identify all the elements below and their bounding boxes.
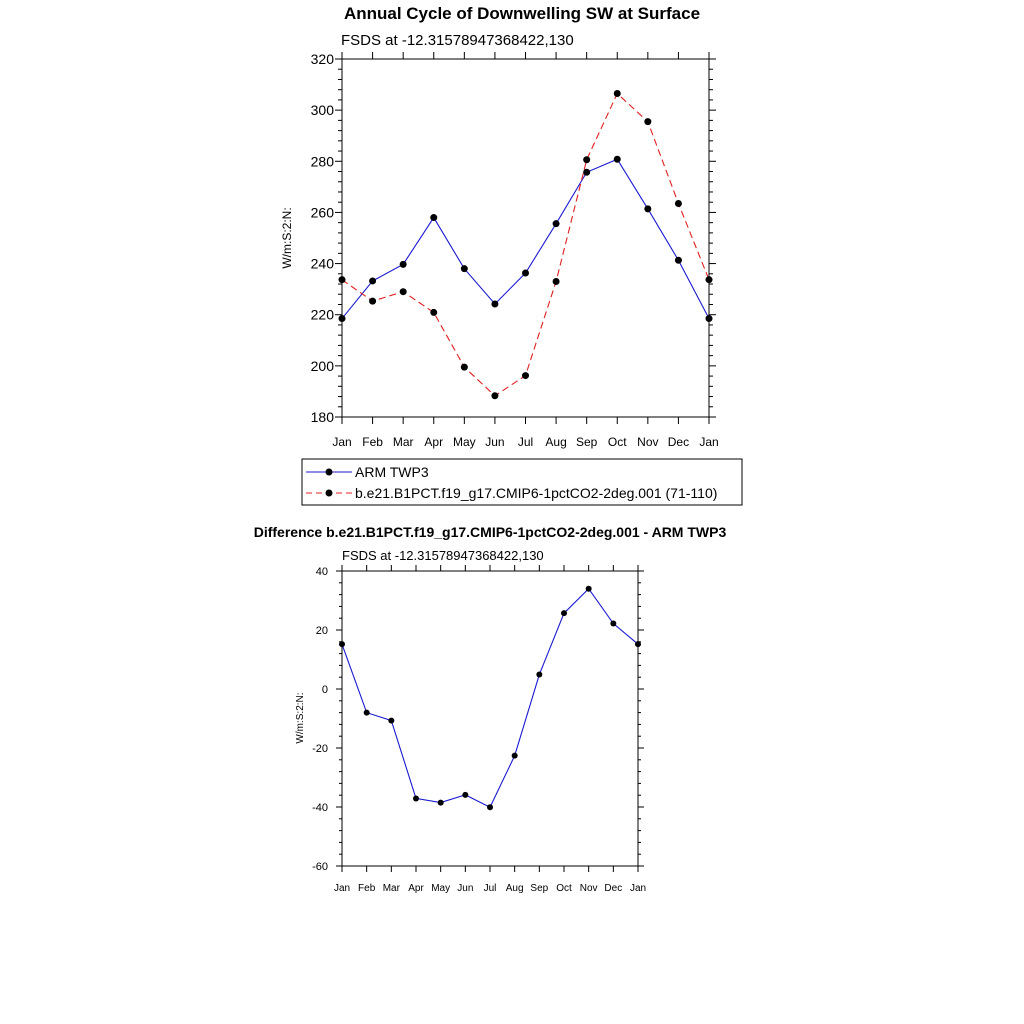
y-tick-label: 220 xyxy=(310,306,334,323)
data-point xyxy=(487,804,493,810)
data-point xyxy=(461,265,468,272)
data-point xyxy=(644,118,651,125)
data-point xyxy=(583,156,590,163)
legend-label-arm: ARM TWP3 xyxy=(355,464,429,480)
x-tick-label: Sep xyxy=(530,883,549,894)
data-point xyxy=(553,278,560,285)
data-point xyxy=(706,315,713,322)
data-point xyxy=(388,718,394,724)
x-tick-label: Jul xyxy=(483,883,497,894)
y-tick-label: 280 xyxy=(310,153,334,170)
data-point xyxy=(675,257,682,264)
x-tick-label: May xyxy=(452,435,476,449)
x-tick-label: Apr xyxy=(408,883,424,894)
y-tick-label: 0 xyxy=(321,684,328,696)
x-tick-label: Oct xyxy=(607,435,627,449)
x-tick-label: Feb xyxy=(362,435,383,449)
legend-marker-model xyxy=(326,490,333,497)
data-point xyxy=(522,270,529,277)
x-tick-label: Jun xyxy=(485,435,505,449)
y-tick-label: 40 xyxy=(315,566,328,578)
data-point xyxy=(675,200,682,207)
annual-cycle-chart xyxy=(280,4,742,505)
diff-y-axis-label: W/m:S:2:N: xyxy=(295,692,306,744)
data-point xyxy=(635,641,641,647)
y-tick-label: 240 xyxy=(310,255,334,272)
data-point xyxy=(413,795,419,801)
data-point xyxy=(438,800,444,806)
x-tick-label: Nov xyxy=(637,435,659,449)
data-point xyxy=(614,90,621,97)
data-point xyxy=(512,753,518,759)
data-point xyxy=(339,315,346,322)
y-tick-label: -60 xyxy=(312,861,328,873)
series-line-0 xyxy=(342,589,638,808)
plot-frame xyxy=(342,59,709,417)
x-tick-label: Dec xyxy=(604,883,623,894)
data-point xyxy=(644,205,651,212)
data-point xyxy=(400,288,407,295)
data-point xyxy=(522,372,529,379)
data-point xyxy=(706,276,713,283)
x-tick-label: Jul xyxy=(517,435,534,449)
data-point xyxy=(462,792,468,798)
data-point xyxy=(400,261,407,268)
data-point xyxy=(430,214,437,221)
x-tick-label: Jan xyxy=(699,435,719,449)
x-tick-label: Apr xyxy=(424,435,444,449)
data-point xyxy=(491,300,498,307)
x-tick-label: Dec xyxy=(667,435,690,449)
x-tick-label: Sep xyxy=(575,435,598,449)
data-point xyxy=(553,220,560,227)
y-tick-label: -40 xyxy=(312,802,328,814)
data-point xyxy=(586,586,592,592)
x-tick-label: Oct xyxy=(556,883,572,894)
y-tick-label: -20 xyxy=(312,743,328,755)
x-tick-label: Mar xyxy=(392,435,414,449)
series-line-0 xyxy=(342,159,709,318)
chart-subtitle: FSDS at -12.31578947368422,130 xyxy=(341,32,574,49)
data-point xyxy=(369,277,376,284)
data-point xyxy=(369,298,376,305)
x-tick-label: Aug xyxy=(545,435,567,449)
data-point xyxy=(339,641,345,647)
data-point xyxy=(614,156,621,163)
y-tick-label: 180 xyxy=(310,409,334,425)
x-tick-label: Feb xyxy=(358,883,376,894)
x-tick-label: Jan xyxy=(629,883,647,894)
y-tick-label: 320 xyxy=(310,51,334,67)
data-point xyxy=(461,364,468,371)
data-point xyxy=(610,621,616,627)
data-point xyxy=(364,710,370,716)
difference-chart xyxy=(254,524,727,894)
x-tick-label: Mar xyxy=(382,883,400,894)
y-tick-label: 20 xyxy=(315,625,328,637)
diff-chart-title: Difference b.e21.B1PCT.f19_g17.CMIP6-1pctCO2-2deg.001 - ARM TWP3 xyxy=(253,524,727,540)
legend-marker-arm xyxy=(326,469,333,476)
y-axis-label: W/m:S:2:N: xyxy=(280,207,294,269)
legend xyxy=(302,459,742,505)
series-line-1 xyxy=(342,94,709,396)
data-point xyxy=(583,169,590,176)
x-tick-label: Jan xyxy=(332,435,352,449)
x-tick-label: Nov xyxy=(579,883,598,894)
x-tick-label: Aug xyxy=(505,883,524,894)
data-point xyxy=(430,309,437,316)
x-tick-label: Jun xyxy=(457,883,474,894)
y-tick-label: 260 xyxy=(310,204,334,221)
diff-chart-subtitle: FSDS at -12.31578947368422,130 xyxy=(342,548,544,563)
legend-label-model: b.e21.B1PCT.f19_g17.CMIP6-1pctCO2-2deg.001 (71-110) xyxy=(355,485,718,501)
y-tick-label: 200 xyxy=(310,357,334,374)
y-tick-label: 300 xyxy=(310,102,334,119)
data-point xyxy=(339,276,346,283)
data-point xyxy=(536,672,542,678)
data-point xyxy=(491,392,498,399)
data-point xyxy=(561,610,567,616)
x-tick-label: May xyxy=(431,883,451,894)
chart-title: Annual Cycle of Downwelling SW at Surface xyxy=(343,4,701,23)
x-tick-label: Jan xyxy=(333,883,351,894)
